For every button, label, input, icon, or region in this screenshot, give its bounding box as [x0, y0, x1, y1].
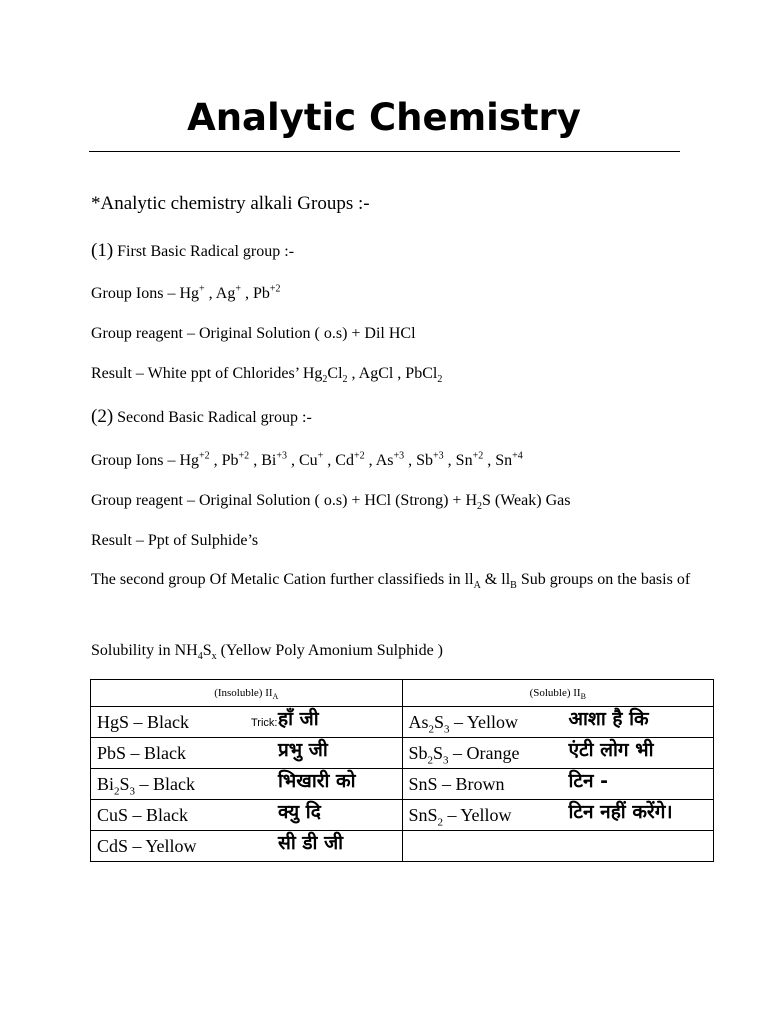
ion: As [375, 452, 394, 469]
compound: CdS – Yellow [97, 836, 197, 856]
mnemonic: क्यु दि [278, 801, 321, 823]
compound: $As_2S_3$ – Yellow [408, 712, 519, 736]
subscript: x [211, 651, 217, 663]
result-text: , AgCl , PbCl [347, 365, 438, 382]
ion: Pb [252, 285, 270, 302]
ion-charge: +2 [238, 450, 250, 462]
ion: Pb [221, 452, 239, 469]
subscript: B [580, 692, 586, 702]
header-insoluble [91, 680, 403, 707]
group2-reagent: Group reagent – Original Solution ( o.s) + HCl (Strong) + $H_2S$ (Weak) Gas [91, 492, 571, 513]
reagent-text: S (Weak) Gas [482, 492, 571, 509]
group1-label: First Basic Radical group :- [113, 243, 295, 260]
table-row [91, 707, 714, 738]
ion: Cu [298, 452, 318, 469]
ion-charge: +2 [269, 283, 281, 295]
subscript: 4 [197, 651, 203, 663]
group2-title [91, 407, 312, 428]
compound: SnS – Brown [408, 774, 505, 794]
ion: Hg [179, 452, 199, 469]
subgroup-table [90, 679, 714, 862]
ion: Ag [215, 285, 236, 302]
subscript: A [272, 692, 279, 702]
soluble-cell [402, 738, 714, 769]
title-underline [89, 151, 680, 152]
header-text: (Soluble) II [529, 687, 581, 699]
ion-charge: + [199, 283, 205, 295]
mnemonic: प्रभु जी [278, 739, 328, 761]
ion-charge: +3 [433, 450, 444, 462]
mnemonic: टिन - [568, 770, 609, 792]
insoluble-cell [91, 831, 403, 862]
ion: Sn [455, 452, 473, 469]
soluble-cell [402, 800, 714, 831]
group1-reagent: Group reagent – Original Solution ( o.s) + Dil HCl [91, 325, 416, 342]
table-row [91, 738, 714, 769]
ion-charge: +2 [353, 450, 365, 462]
soluble-cell [402, 707, 714, 738]
classification-part: & ll [480, 571, 511, 588]
section-heading: *Analytic chemistry alkali Groups :- [91, 193, 370, 214]
group2-ions: Group Ions – $Hg^{+2}$ , $Pb^{+2}$ , $Bi^{+3}$ , Cu+ , $Cd^{+2}$ , $As^{+3}$ , $Sb^{+3}$ , $Sn^{+2}$ , $Sn^{+4}$ [91, 450, 523, 469]
ion: Bi [261, 452, 277, 469]
table-row [91, 769, 714, 800]
classification-part: The second group Of Metalic Cation further classifieds in ll [91, 571, 474, 588]
group2-result: Result – Ppt of Sulphide’s [91, 532, 259, 549]
solubility-part: Solubility in NH [91, 642, 198, 659]
ion: Sb [416, 452, 434, 469]
page-title: Analytic Chemistry [187, 96, 581, 139]
ion-charge: +3 [393, 450, 405, 462]
soluble-cell [402, 769, 714, 800]
ion-charge: +4 [512, 450, 523, 462]
insoluble-cell [91, 707, 403, 738]
classification-part: Sub groups on the basis of [516, 571, 691, 588]
group1-ions: Group Ions – Hg+ , Ag+ , $Pb^{+2}$ [91, 283, 281, 302]
solubility-part: S [202, 642, 212, 659]
mnemonic: आशा है कि [568, 708, 649, 730]
group2-label: Second Basic Radical group :- [113, 409, 312, 426]
mnemonic: सी डी जी [278, 832, 344, 854]
insoluble-cell [91, 769, 403, 800]
ion-charge: + [317, 450, 324, 462]
group1-number: (1) [91, 240, 114, 261]
trick-label: Trick:- [251, 717, 282, 729]
subscript: A [473, 580, 481, 592]
ion-charge: +2 [199, 450, 210, 462]
group1-title [91, 241, 294, 262]
soluble-cell-empty [402, 831, 714, 862]
mnemonic: टिन नहीं करेंगे। [568, 801, 673, 823]
compound: CuS – Black [97, 805, 189, 825]
compound: $Bi_2S_3$ – Black [97, 774, 196, 798]
reagent-text: Group reagent – Original Solution ( o.s) + HCl (Strong) + H [91, 492, 477, 509]
ion-charge: +3 [276, 450, 287, 462]
mnemonic: भिखारी को [278, 770, 356, 792]
solubility-part: (Yellow Poly Amonium Sulphide ) [216, 642, 443, 659]
insoluble-cell [91, 800, 403, 831]
insoluble-cell [91, 738, 403, 769]
mnemonic: एंटी लोग भी [568, 739, 654, 761]
ion: Hg [179, 285, 199, 302]
group1-result: Result – White ppt of Chlorides’ $Hg_2Cl_2$ , AgCl , PbCl$_2$ [91, 365, 443, 386]
compound: PbS – Black [97, 743, 187, 763]
compound: SnS$_2$ – Yellow [408, 805, 512, 829]
compound: $Sb_2S_3$ – Orange [408, 743, 520, 767]
classification-text [91, 565, 691, 595]
subscript: B [510, 580, 517, 592]
ion-charge: +2 [472, 450, 484, 462]
group2-number: (2) [91, 406, 114, 427]
ion: Cd [335, 452, 354, 469]
header-soluble [402, 680, 714, 707]
table-row [91, 800, 714, 831]
compound: HgS – Black [97, 712, 189, 732]
solubility-line [91, 641, 443, 661]
ion-charge: + [235, 283, 241, 295]
mnemonic: हाँ जी [278, 708, 319, 730]
result-text: Result – White ppt of Chlorides’ Hg [91, 365, 323, 382]
ion: Sn [495, 452, 513, 469]
table-row [91, 831, 714, 862]
header-text: (Insoluble) II [214, 687, 273, 699]
